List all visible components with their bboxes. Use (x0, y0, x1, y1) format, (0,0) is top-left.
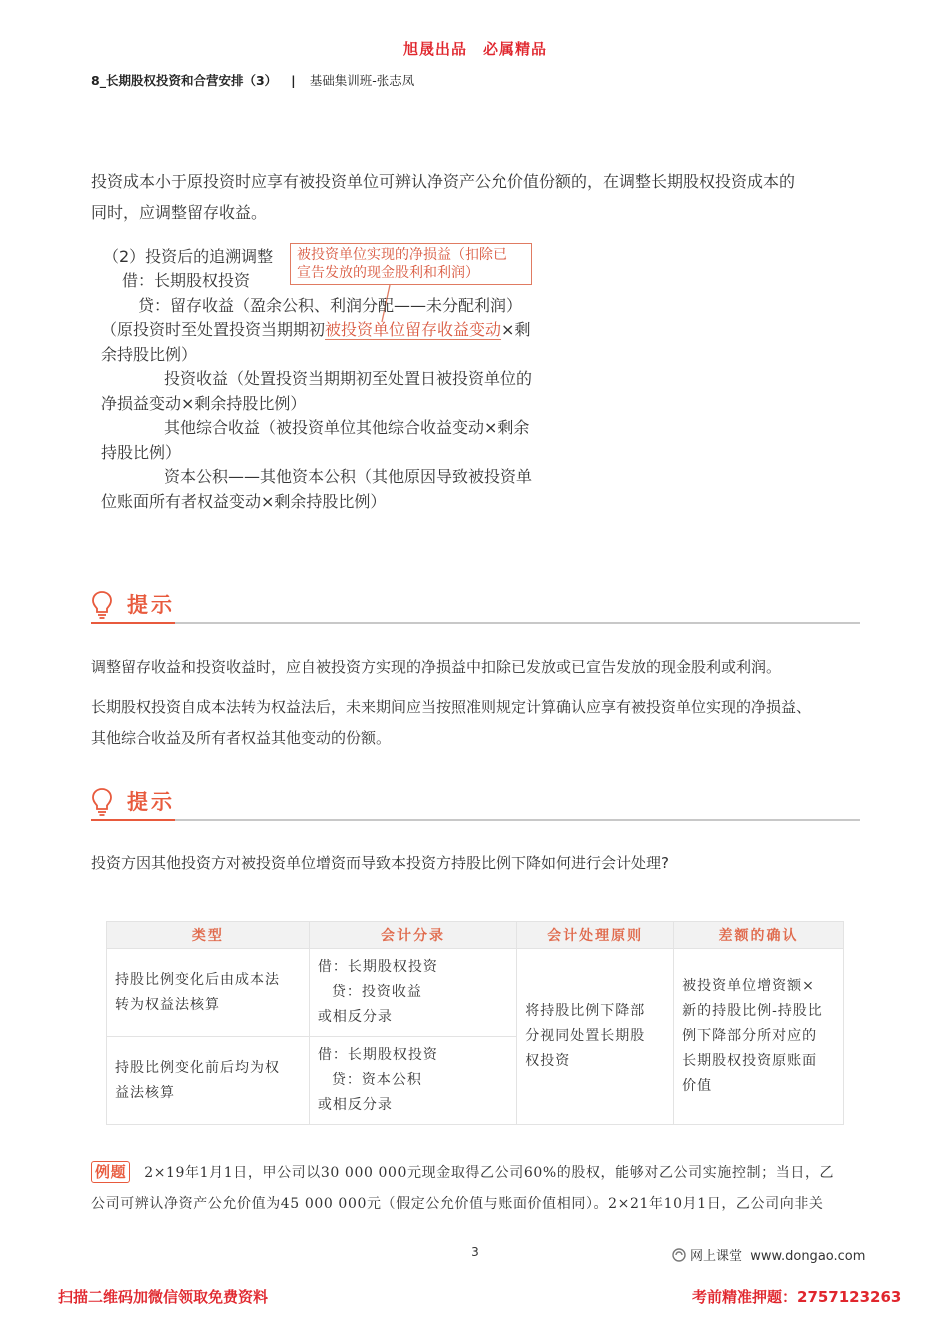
callout-line-2: 宣告发放的现金股利和利润） (297, 265, 479, 281)
table-header-row (107, 922, 844, 949)
page-header (91, 71, 414, 89)
intro-paragraph (91, 166, 861, 228)
inv-income-line-2: 净损益变动×剩余持股比例） (101, 394, 307, 413)
capital-line-2: 位账面所有者权益变动×剩余持股比例） (101, 492, 387, 511)
table-row (107, 949, 844, 1037)
credit-line: 贷：留存收益（盈余公积、利润分配——未分配利润） (138, 296, 523, 315)
callout-line-1: 被投资单位实现的净损益（扣除已 (297, 247, 507, 263)
principle-cell (517, 949, 674, 1125)
example-line-1-wrap (91, 1158, 861, 1189)
retained-pre: （原投资时至处置投资当期期初 (101, 320, 326, 339)
row2-entry-line-1: 借：长期股权投资 (317, 1047, 438, 1063)
intro-line-2: 同时，应调整留存收益。 (91, 203, 268, 222)
tip1-para-2-line-1: 长期股权投资自成本法转为权益法后，未来期间应当按照准则规定计算确认应享有被投资单位实现的净损益、 (91, 698, 812, 716)
row2-type-line-1: 持股比例变化前后均为权 (115, 1059, 280, 1076)
tip1-para-2-line-2: 其他综合收益及所有者权益其他变动的份额。 (91, 729, 392, 747)
row1-type-line-2: 转为权益法核算 (115, 996, 220, 1013)
row1-entry (309, 949, 516, 1037)
principle-line-2: 分视同处置长期股 (525, 1028, 646, 1044)
tip-section-1 (91, 588, 860, 624)
top-banner: 旭晟出品 必属精品 (402, 40, 547, 58)
example-line-2: 公司可辨认净资产公允价值为45 000 000元（假定公允价值与账面价值相同）。2×21年10月1日，乙公司向非关 (91, 1196, 824, 1212)
debit-line: 借：长期股权投资 (122, 271, 251, 290)
page-number: 3 (471, 1245, 479, 1259)
callout-note (290, 243, 532, 285)
lightbulb-icon (91, 590, 113, 620)
tip-section-2 (91, 785, 860, 821)
course-name: 基础集训班-张志凤 (309, 73, 415, 88)
brand-logo-icon (672, 1248, 686, 1262)
row2-entry-line-3: 或相反分录 (317, 1097, 393, 1113)
difference-line-1: 被投资单位增资额× (682, 978, 815, 994)
oci-line-2: 持股比例） (101, 443, 182, 462)
tip-divider-2 (91, 819, 860, 821)
row2-entry (309, 1037, 516, 1125)
row1-entry-line-2: 贷：投资收益 (331, 984, 422, 1000)
row1-type-line-1: 持股比例变化后由成本法 (115, 971, 280, 988)
brand-site: www.dongao.com (750, 1249, 866, 1264)
adjustment-heading: （2）投资后的追溯调整 (103, 247, 274, 266)
inv-income-line-1: 投资收益（处置投资当期期初至处置日被投资单位的 (164, 369, 533, 388)
principle-line-1: 将持股比例下降部 (525, 1003, 646, 1019)
col-header-difference: 差额的确认 (674, 922, 844, 949)
retained-post: ×剩 (501, 320, 531, 339)
col-header-principle: 会计处理原则 (517, 922, 674, 949)
tip-divider-accent-1 (91, 622, 175, 624)
difference-line-4: 长期股权投资原账面 (682, 1053, 818, 1069)
col-header-type: 类型 (107, 922, 310, 949)
row1-entry-line-3: 或相反分录 (317, 1009, 393, 1025)
row2-type (107, 1037, 310, 1125)
tip-divider-1 (91, 622, 860, 624)
capital-line-1: 资本公积——其他资本公积（其他原因导致被投资单 (164, 467, 533, 486)
chapter-title: 8_长期股权投资和合营安排（3） (91, 73, 278, 88)
lightbulb-icon (91, 787, 113, 817)
example-tag: 例题 (91, 1161, 130, 1183)
intro-line-1: 投资成本小于原投资时应享有被投资单位可辨认净资产公允价值份额的，在调整长期股权投资成本的 (91, 172, 796, 191)
retained-cont: 余持股比例） (101, 345, 198, 364)
brand-name: 网上课堂 (690, 1249, 743, 1264)
tip-label-2: 提示 (127, 790, 175, 814)
tip-divider-accent-2 (91, 819, 175, 821)
row2-type-line-2: 益法核算 (115, 1084, 175, 1101)
difference-line-2: 新的持股比例-持股比 (682, 1003, 823, 1019)
row1-entry-line-1: 借：长期股权投资 (317, 959, 438, 975)
example-block (91, 1158, 861, 1220)
bottom-right-promo: 考前精准押题：2757123263 (692, 1288, 902, 1306)
example-line-1: 2×19年1月1日，甲公司以30 000 000元现金取得乙公司60%的股权，能够对乙公司实施控制；当日，乙 (144, 1165, 835, 1181)
retained-highlight: 被投资单位留存收益变动 (325, 320, 502, 339)
footer-brand (672, 1245, 865, 1264)
tip1-para-1: 调整留存收益和投资收益时，应自被投资方实现的净损益中扣除已发放或已宣告发放的现金股利或利润。 (91, 658, 782, 676)
header-separator: | (291, 73, 296, 88)
accounting-table (106, 921, 844, 1125)
difference-line-3: 例下降部分所对应的 (682, 1028, 818, 1044)
oci-line-1: 其他综合收益（被投资单位其他综合收益变动×剩余 (164, 418, 530, 437)
principle-line-3: 权投资 (525, 1053, 571, 1069)
tip-label-1: 提示 (127, 593, 175, 617)
tip2-question: 投资方因其他投资方对被投资单位增资而导致本投资方持股比例下降如何进行会计处理? (91, 854, 669, 872)
difference-line-5: 价值 (682, 1078, 713, 1094)
row1-type (107, 949, 310, 1037)
bottom-left-promo: 扫描二维码加微信领取免费资料 (58, 1288, 269, 1306)
difference-cell (674, 949, 844, 1125)
col-header-entry: 会计分录 (309, 922, 516, 949)
row2-entry-line-2: 贷：资本公积 (331, 1072, 422, 1088)
retained-line (101, 318, 530, 343)
tip1-para-2 (91, 692, 861, 754)
